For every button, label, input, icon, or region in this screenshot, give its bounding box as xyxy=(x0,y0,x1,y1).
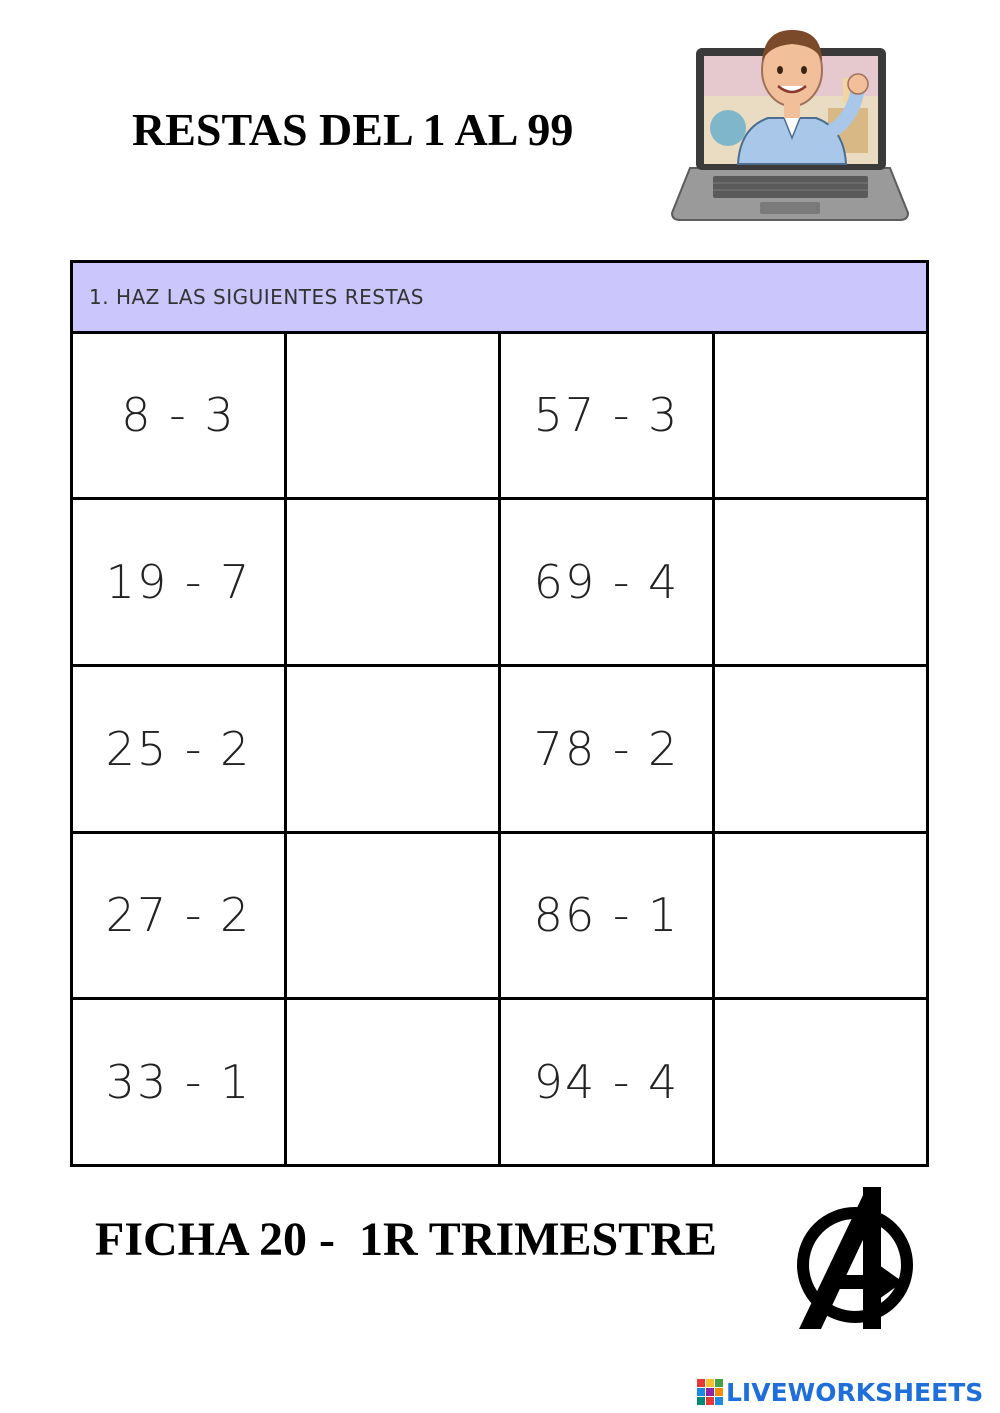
subtraction-problem: 78 - 2 xyxy=(500,665,714,832)
subtraction-problem: 33 - 1 xyxy=(72,999,286,1166)
teacher-on-laptop-icon xyxy=(668,18,913,228)
subtraction-problem: 86 - 1 xyxy=(500,832,714,999)
avengers-logo-icon xyxy=(793,1185,918,1333)
table-row xyxy=(72,999,928,1166)
brand-text: LIVEWORKSHEETS xyxy=(726,1377,984,1407)
answer-box[interactable] xyxy=(286,499,500,666)
subtraction-problem: 19 - 7 xyxy=(72,499,286,666)
subtraction-problem: 27 - 2 xyxy=(72,832,286,999)
answer-box[interactable] xyxy=(286,832,500,999)
answer-box[interactable] xyxy=(286,999,500,1166)
liveworksheets-brand xyxy=(697,1376,983,1408)
subtraction-problem: 57 - 3 xyxy=(500,332,714,499)
page-title: RESTAS DEL 1 AL 99 xyxy=(132,104,574,155)
table-row xyxy=(72,332,928,499)
answer-box[interactable] xyxy=(714,999,928,1166)
answer-box[interactable] xyxy=(286,332,500,499)
answer-box[interactable] xyxy=(286,665,500,832)
subtraction-problem: 69 - 4 xyxy=(500,499,714,666)
table-row xyxy=(72,499,928,666)
answer-box[interactable] xyxy=(714,665,928,832)
answer-box[interactable] xyxy=(714,332,928,499)
answer-box[interactable] xyxy=(714,832,928,999)
subtraction-problem: 8 - 3 xyxy=(72,332,286,499)
subtraction-problem: 94 - 4 xyxy=(500,999,714,1166)
instruction-text: 1. HAZ LAS SIGUIENTES RESTAS xyxy=(72,262,928,333)
worksheet-footer-title: FICHA 20 - 1R TRIMESTRE xyxy=(95,1213,717,1266)
subtraction-problem: 25 - 2 xyxy=(72,665,286,832)
worksheet-table xyxy=(70,260,929,1167)
answer-box[interactable] xyxy=(714,499,928,666)
table-row xyxy=(72,832,928,999)
liveworksheets-logo-icon xyxy=(697,1379,723,1405)
table-row xyxy=(72,665,928,832)
